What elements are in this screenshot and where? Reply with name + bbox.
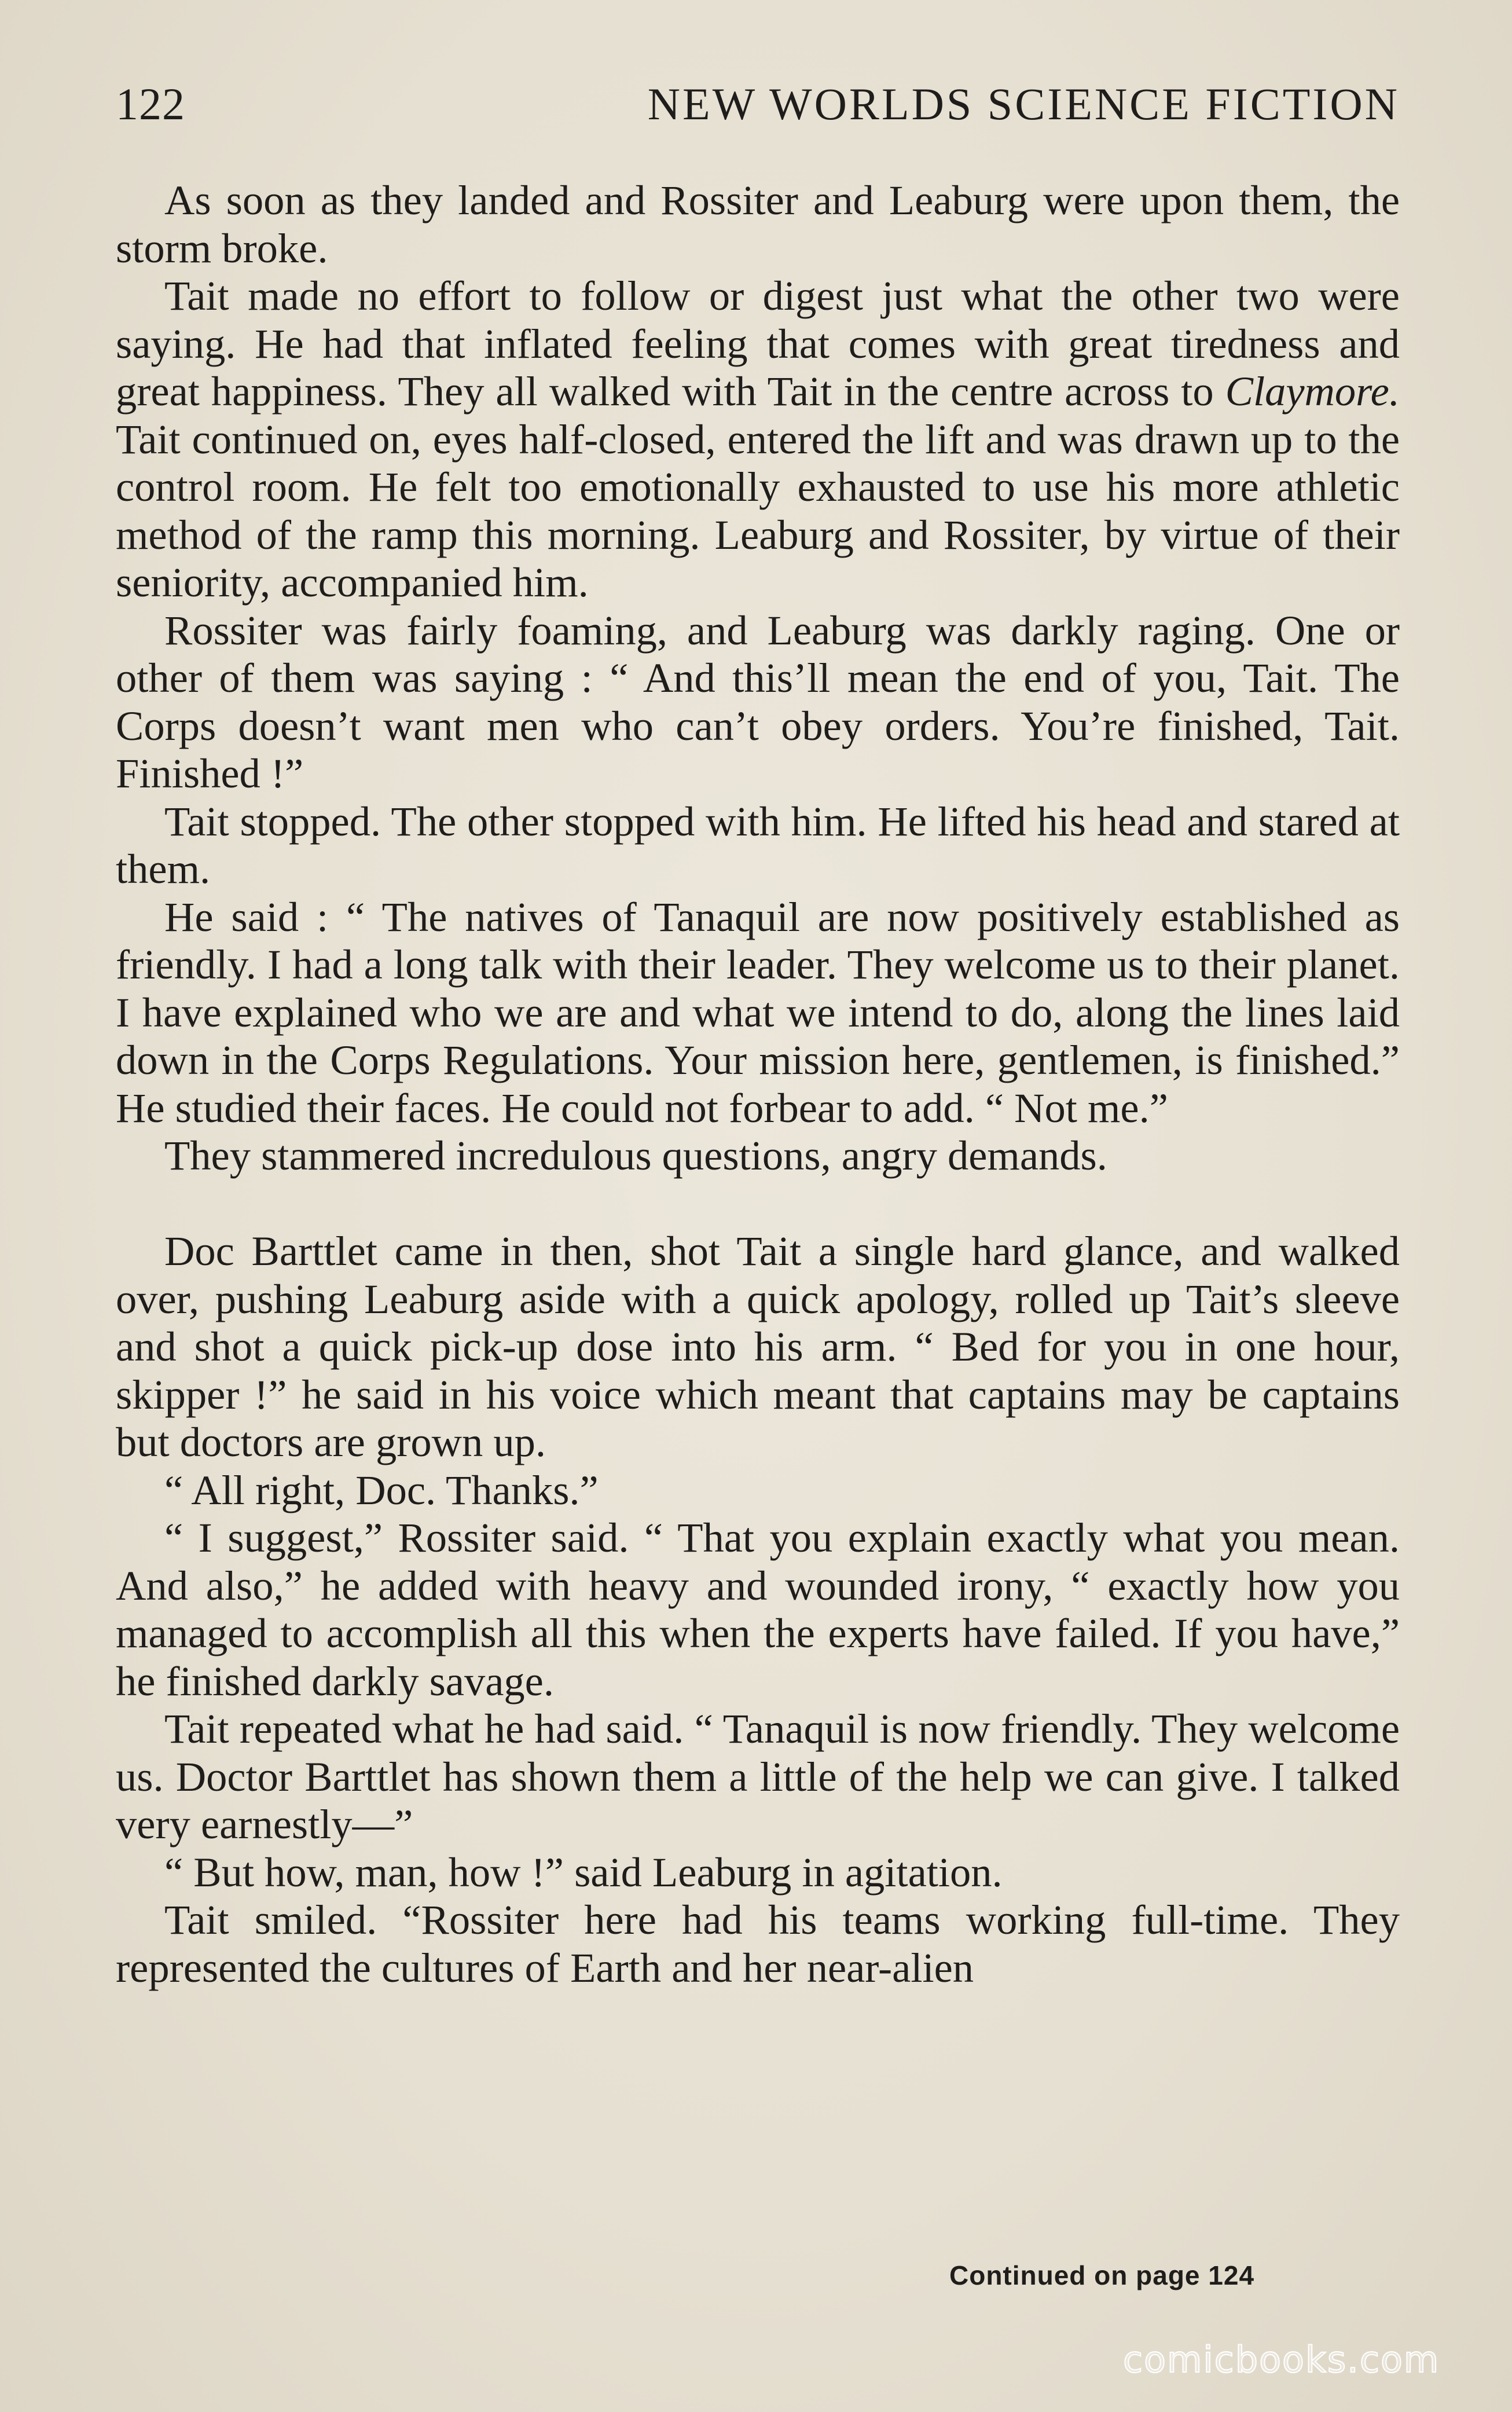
paragraph: Tait repeated what he had said. “ Tanaquil is now friendly. They welcome us. Doctor Barttlet has shown them a little of the help we can give. I talked very earnestly—” <box>116 1705 1400 1848</box>
paragraph: “ All right, Doc. Thanks.” <box>164 1466 599 1513</box>
page-number: 122 <box>116 79 185 129</box>
paragraph: Tait stopped. The other stopped with him. He lifted his head and stared at them. <box>116 797 1400 892</box>
paragraph: Rossiter was fairly foaming, and Leaburg was darkly raging. One or other of them was saying : “ And this’ll mean the end of you, Tait. The Corps doesn’t want men who can’t obey orders. You’re finished, Tait. Finished !” <box>116 606 1400 797</box>
paragraph: They stammered incredulous questions, angry demands. <box>164 1132 1107 1179</box>
paragraph-text: Tait made no effort to follow or digest just what the other two were saying. He had that inflated feeling that comes with great tiredness and great happiness. They all walked with Tait in the centre across to <box>116 272 1400 415</box>
page-header <box>116 75 1400 133</box>
paragraph: He said : “ The natives of Tanaquil are now positively established as friendly. I had a long talk with their leader. They welcome us to their planet. I have explained who we are and what we intend to do, along the lines laid down in the Corps Regulations. Your mission here, gentlemen, is finished.” He studied their faces. He could not forbear to add. “ Not me.” <box>116 893 1400 1131</box>
paragraph: Doc Barttlet came in then, shot Tait a single hard glance, and walked over, pushing Leaburg aside with a quick apology, rolled up Tait’s sleeve and shot a quick pick-up dose into his arm. “ Bed for you in one hour, skipper !” he said in his voice which meant that captains may be captains but doctors are grown up. <box>116 1227 1400 1465</box>
paragraph <box>116 272 1400 607</box>
watermark-logo: comicbooks.com <box>1123 2338 1440 2381</box>
paragraph: “ I suggest,” Rossiter said. “ That you explain exactly what you mean. And also,” he added with heavy and wounded irony, “ exactly how you managed to accomplish all this when the experts have failed. If you have,” he finished darkly savage. <box>116 1514 1400 1704</box>
paragraph: Tait smiled. “Rossiter here had his teams working full-time. They represented the cultures of Earth and her near-alien <box>116 1896 1400 1991</box>
continued-notice: Continued on page 124 <box>949 2260 1255 2290</box>
ship-name-italic: Claymore. <box>1225 368 1400 415</box>
story-text <box>116 177 1400 1992</box>
running-head: NEW WORLDS SCIENCE FICTION <box>647 79 1400 129</box>
paragraph: As soon as they landed and Rossiter and Leaburg were upon them, the storm broke. <box>116 177 1400 272</box>
paragraph-text: Tait continued on, eyes half-closed, entered the lift and was drawn up to the control room. He felt too emotionally exhausted to use his more athletic method of the ramp this morning. Leaburg and Rossiter, by virtue of their seniority, accompanied him. <box>116 415 1400 606</box>
paragraph: “ But how, man, how !” said Leaburg in agitation. <box>164 1848 1003 1896</box>
